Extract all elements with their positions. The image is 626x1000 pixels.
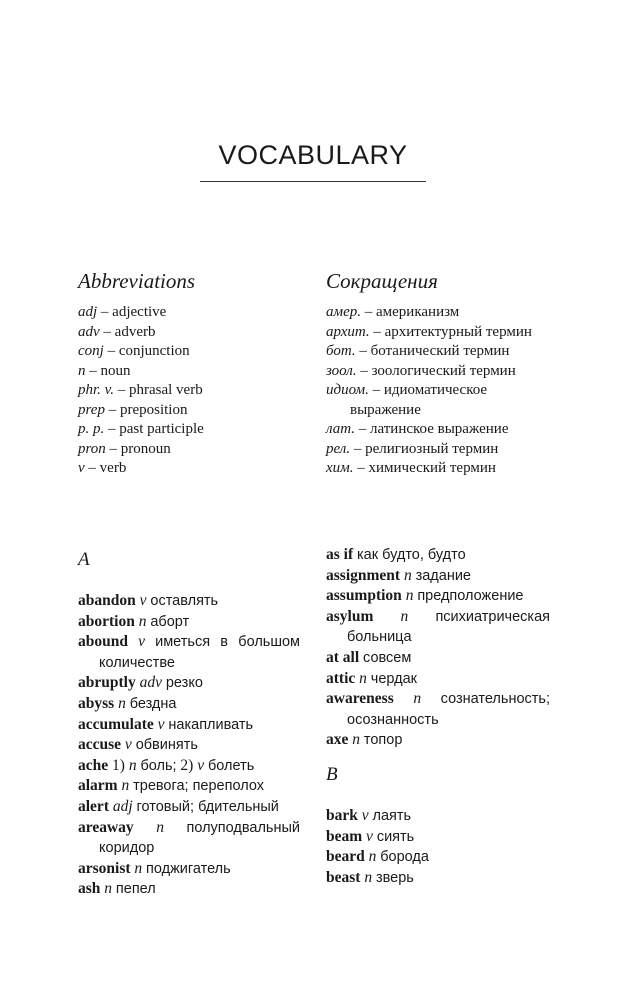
abbreviation-item — [326, 459, 556, 479]
part-of-speech: n — [118, 694, 126, 712]
abbreviation-item — [326, 420, 556, 440]
abbreviation-dash: – — [355, 421, 370, 437]
translation: поджигатель — [146, 860, 231, 877]
abbreviation-meaning: зоологический термин — [371, 362, 516, 379]
translation: обвинять — [135, 737, 198, 754]
section-b-entries — [326, 806, 550, 888]
abbreviation-key: амер. — [326, 304, 361, 320]
abbreviation-key: p. p. — [78, 421, 105, 437]
abbreviation-key: prep — [78, 401, 105, 418]
vocab-word: abyss — [78, 694, 115, 712]
abbreviation-item — [326, 303, 556, 323]
abbreviation-dash: – — [350, 440, 366, 457]
vocab-entry — [78, 694, 300, 715]
part-of-speech: n — [413, 690, 422, 708]
vocab-word: alarm — [78, 777, 118, 795]
abbreviation-meaning: phrasal verb — [128, 382, 203, 398]
part-of-speech: v — [197, 756, 205, 774]
part-of-speech: n — [138, 612, 147, 630]
abbreviation-dash: – — [355, 343, 371, 359]
part-of-speech: v — [139, 592, 147, 609]
abbreviation-meaning: noun — [100, 362, 131, 379]
abbreviation-key: лат. — [326, 421, 355, 437]
sokrashcheniya-block — [326, 268, 556, 479]
abbreviation-key: рел. — [326, 440, 351, 457]
abbreviation-item — [326, 381, 556, 420]
vocab-word: at all — [326, 648, 360, 666]
translation: полуподвальный коридор — [99, 819, 301, 857]
translation: как будто, будто — [357, 547, 466, 563]
abbreviation-dash: – — [103, 343, 119, 359]
translation: сознательность; осознанность — [347, 691, 550, 728]
abbreviation-meaning: conjunction — [118, 343, 190, 359]
vocab-word: awareness — [326, 690, 394, 708]
part-of-speech: v — [157, 715, 165, 733]
abbreviation-key: adv — [78, 323, 100, 340]
part-of-speech: v — [124, 736, 132, 754]
abbreviation-key: n — [78, 362, 86, 379]
vocab-entry — [78, 879, 300, 900]
translation: чердак — [370, 670, 417, 687]
part-of-speech: n — [156, 818, 164, 836]
vocab-entry — [326, 868, 550, 889]
translation: задание — [415, 567, 471, 584]
vocab-word: abound — [78, 633, 128, 651]
vocab-word: bark — [326, 806, 358, 824]
part-of-speech: n — [403, 566, 412, 584]
abbreviation-dash: – — [99, 323, 115, 340]
part-of-speech: n — [405, 587, 414, 605]
abbreviation-meaning: pronoun — [120, 440, 171, 457]
abbreviation-key: adj — [78, 304, 98, 320]
translation: сиять — [376, 828, 415, 845]
abbreviation-item — [78, 342, 318, 362]
abbreviation-item — [78, 303, 318, 323]
translation: психиатрическая больница — [347, 608, 550, 646]
abbreviation-key: бот. — [326, 343, 356, 359]
abbreviation-meaning: adjective — [112, 304, 167, 320]
abbreviation-dash: – — [369, 323, 385, 340]
vocab-entry — [326, 730, 550, 751]
abbreviations-list — [78, 303, 318, 479]
section-a-continued-entries — [326, 545, 550, 751]
abbreviation-dash: – — [97, 304, 113, 320]
abbreviation-dash: – — [368, 382, 384, 398]
vocab-word: abortion — [78, 612, 135, 630]
section-a — [78, 548, 300, 900]
vocab-entry — [326, 806, 550, 827]
translation: совсем — [363, 649, 412, 666]
vocab-entry — [78, 673, 300, 694]
part-of-speech: n — [121, 777, 130, 795]
vocab-entry — [78, 591, 300, 612]
vocab-word: beast — [326, 868, 361, 886]
vocab-entry — [78, 735, 300, 756]
abbreviation-key: v — [78, 460, 85, 476]
translation: резко — [165, 675, 203, 692]
vocab-entry — [326, 566, 550, 587]
vocab-entry — [78, 632, 300, 673]
abbreviation-key: pron — [78, 440, 106, 457]
sokrashcheniya-heading: Сокращения — [326, 269, 438, 293]
translation: пепел — [115, 881, 156, 898]
vocab-entry — [326, 847, 550, 868]
translation: аборт — [150, 613, 190, 630]
abbreviation-meaning: латинское выражение — [370, 421, 509, 437]
part-of-speech: n — [134, 859, 143, 877]
part-of-speech: n — [368, 848, 377, 866]
vocab-entry — [326, 689, 550, 730]
abbreviation-dash: – — [356, 362, 372, 379]
translation: боль; — [140, 757, 177, 774]
abbreviation-item — [78, 401, 318, 421]
title-underline — [200, 181, 426, 182]
abbreviation-key: phr. v. — [78, 382, 114, 398]
abbreviation-key: зоол. — [326, 362, 357, 379]
vocab-entry — [326, 607, 550, 648]
abbreviation-item — [326, 342, 556, 362]
part-of-speech: adv — [139, 674, 162, 692]
translation: предположение — [417, 588, 524, 605]
abbreviation-dash: – — [105, 440, 121, 457]
vocab-word: as if — [326, 546, 354, 563]
abbreviation-meaning: past participle — [119, 421, 204, 437]
vocab-word: accumulate — [78, 715, 154, 733]
vocab-word: axe — [326, 731, 349, 749]
page-title: VOCABULARY — [218, 140, 408, 170]
abbreviation-item — [326, 362, 556, 382]
abbreviation-dash: – — [104, 401, 120, 418]
vocab-entry — [326, 669, 550, 690]
vocab-entry — [78, 818, 300, 859]
part-of-speech: n — [359, 669, 367, 687]
abbreviations-heading: Abbreviations — [78, 269, 196, 293]
abbreviation-item — [78, 420, 318, 440]
translation: готовый; бдительный — [136, 798, 279, 815]
abbreviation-meaning: идиоматическое выражение — [350, 382, 488, 418]
vocab-entry — [326, 545, 550, 566]
abbreviation-dash: – — [113, 382, 129, 398]
vocab-word: attic — [326, 669, 356, 687]
abbreviation-dash: – — [84, 460, 100, 476]
abbreviation-item — [78, 459, 318, 479]
abbreviation-item — [78, 362, 318, 382]
abbreviations-block — [78, 268, 318, 479]
vocab-word: beam — [326, 827, 363, 845]
abbreviation-key: conj — [78, 343, 104, 359]
vocab-word: alert — [78, 797, 109, 815]
translation: тревога; переполох — [133, 778, 264, 795]
vocab-word: assumption — [326, 587, 402, 605]
abbreviation-dash: – — [85, 362, 101, 379]
abbreviation-dash: – — [353, 460, 369, 476]
sense-number: 1) — [112, 756, 125, 774]
vocab-word: arsonist — [78, 859, 131, 877]
abbreviation-key: идиом. — [326, 382, 369, 398]
part-of-speech: n — [400, 607, 409, 625]
abbreviation-meaning: религиозный термин — [365, 440, 499, 457]
section-a-entries — [78, 591, 300, 900]
sokrashcheniya-list — [326, 303, 556, 479]
vocab-word: areaway — [78, 818, 134, 836]
vocab-entry — [78, 776, 300, 797]
abbreviation-meaning: архитектурный термин — [384, 323, 532, 340]
translation: накапливать — [168, 716, 254, 733]
translation: борода — [380, 849, 429, 866]
part-of-speech: adj — [112, 797, 133, 815]
abbreviation-item — [78, 323, 318, 343]
vocab-word: assignment — [326, 566, 401, 584]
section-b-letter: B — [326, 763, 338, 785]
abbreviation-meaning: preposition — [119, 401, 188, 418]
vocab-entry — [78, 715, 300, 736]
vocab-entry — [78, 612, 300, 633]
translation: иметься в большом количестве — [99, 634, 300, 671]
part-of-speech: v — [361, 806, 369, 824]
translation: лаять — [372, 807, 412, 824]
section-a-letter: A — [78, 549, 90, 570]
abbreviation-meaning: ботанический термин — [370, 343, 510, 359]
vocab-entry — [78, 756, 300, 777]
abbreviation-key: хим. — [326, 460, 354, 476]
part-of-speech: v — [366, 827, 373, 845]
translation: бездна — [129, 695, 177, 712]
vocab-entry — [78, 797, 300, 818]
abbreviation-item — [78, 381, 318, 401]
abbreviation-item — [78, 440, 318, 460]
part-of-speech: n — [104, 880, 113, 898]
vocab-word: ash — [78, 880, 101, 898]
vocab-entry — [78, 859, 300, 880]
vocab-word: asylum — [326, 607, 374, 625]
vocab-word: ache — [78, 756, 109, 774]
abbreviation-meaning: verb — [99, 460, 127, 476]
vocab-entry — [326, 827, 550, 848]
abbreviation-item — [326, 440, 556, 460]
section-a-continued — [326, 545, 550, 888]
abbreviation-meaning: химический термин — [368, 460, 496, 476]
vocab-word: beard — [326, 848, 365, 866]
abbreviation-key: архит. — [326, 323, 370, 340]
abbreviation-meaning: adverb — [114, 323, 156, 340]
abbreviation-dash: – — [360, 304, 376, 320]
vocab-word: accuse — [78, 736, 122, 754]
translation: оставлять — [150, 593, 219, 609]
part-of-speech: n — [364, 868, 373, 886]
part-of-speech: v — [138, 633, 145, 651]
vocab-entry — [326, 648, 550, 669]
sense-number: 2) — [180, 756, 194, 774]
vocab-word: abruptly — [78, 674, 136, 692]
abbreviation-meaning: американизм — [375, 304, 460, 320]
translation: топор — [363, 732, 403, 749]
part-of-speech: n — [128, 756, 137, 774]
vocab-entry — [326, 586, 550, 607]
abbreviation-dash: – — [104, 421, 120, 437]
translation: зверь — [375, 869, 414, 886]
vocab-word: abandon — [78, 592, 136, 609]
translation: болеть — [207, 757, 255, 774]
abbreviation-item — [326, 323, 556, 343]
part-of-speech: n — [352, 731, 361, 749]
